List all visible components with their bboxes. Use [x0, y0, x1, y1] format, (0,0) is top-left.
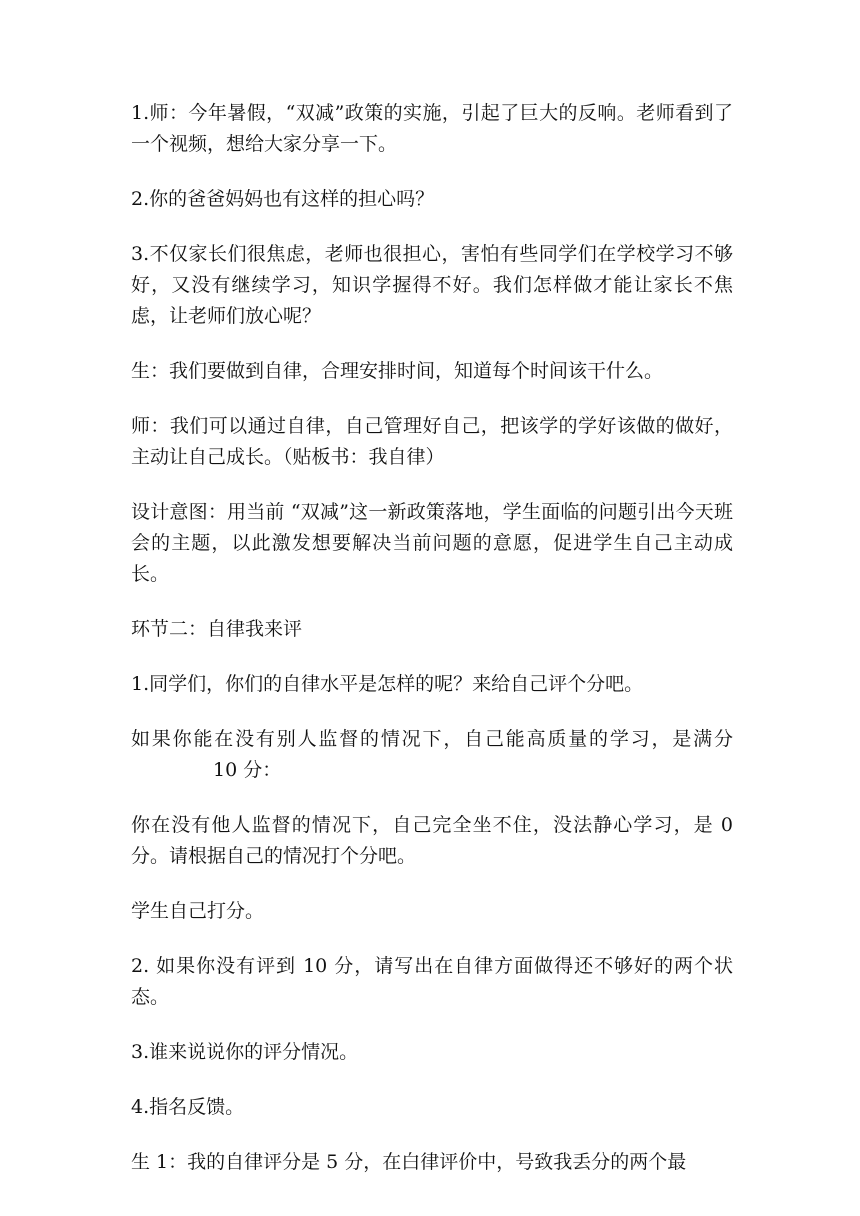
paragraph-parents-worry: 2.你的爸爸妈妈也有这样的担心吗？ [131, 188, 435, 210]
full-score-value: 10 分： [213, 759, 282, 781]
paragraph-student-one: 生 1：我的自律评分是 5 分，在白律评价中，号致我丢分的两个最 [131, 1151, 687, 1173]
paragraph-share-score: 3.谁来说说你的评分情况。 [131, 1041, 359, 1063]
paragraph-self-rating-prompt: 1.同学们，你们的自律水平是怎样的呢？来给自己评个分吧。 [131, 673, 644, 695]
full-score-text: 如果你能在没有别人监督的情况下，自己能高质量的学习，是满分 [131, 728, 733, 750]
paragraph-anxiety: 3.不仅家长们很焦虑，老师也很担心，害怕有些同学们在学校学习不够好，又没有继续学习，知识学握得不好。我们怎样做才能让家长不焦虑，让老师们放心呢？ [131, 243, 733, 327]
paragraph-student-scoring: 学生自己打分。 [131, 900, 265, 922]
paragraph-write-states: 2. 如果你没有评到 10 分，请写出在自律方面做得还不够好的两个状态。 [131, 955, 733, 1008]
paragraph-teacher-summary: 师：我们可以通过自律，自己管理好自己，把该学的学好该做的做好，主动让自己成长。（贴板书：我自律） [131, 415, 733, 468]
section-heading-stage-two: 环节二：自律我来评 [131, 618, 303, 640]
paragraph-feedback: 4.指名反馈。 [131, 1096, 245, 1118]
paragraph-teacher-intro: 1.师：今年暑假，“双减”政策的实施，引起了巨大的反响。老师看到了一个视频，想给大家分享一下。 [131, 102, 733, 155]
paragraph-design-intent: 设计意图：用当前 “双减”这一新政策落地，学生面临的问题引出今天班会的主题，以此激发想要解决当前问题的意愿，促进学生自己主动成长。 [131, 501, 733, 585]
paragraph-student-answer: 生：我们要做到自律，合理安排时间，知道每个时间该干什么。 [131, 360, 664, 382]
document-body [131, 98, 733, 1202]
paragraph-zero-score-rule: 你在没有他人监督的情况下，自己完全坐不住，没法静心学习，是 0 分。请根据自己的情况打个分吧。 [131, 814, 733, 867]
paragraph-full-score-rule [131, 724, 733, 786]
